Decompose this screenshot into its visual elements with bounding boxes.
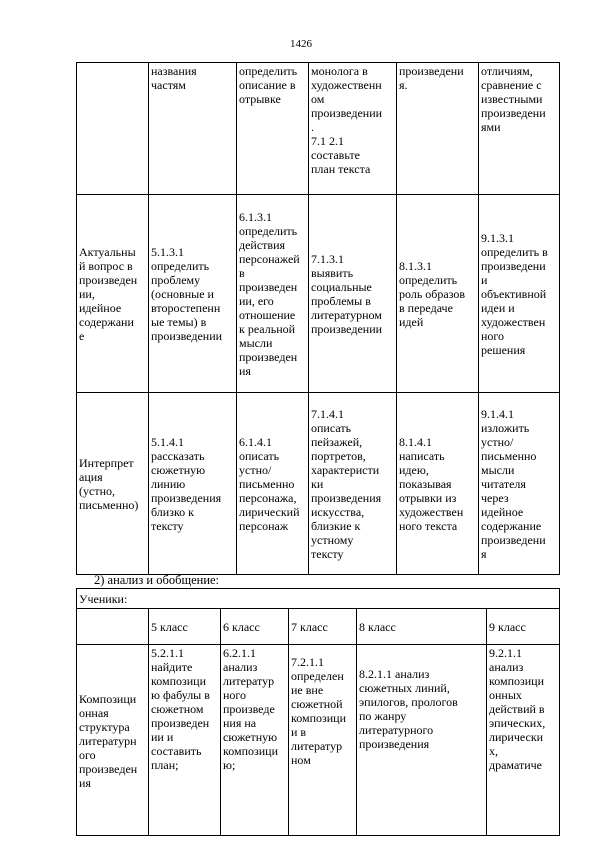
grade-6-cell: 6.1.4.1 описать устно/ письменно персонажа, лирический персонаж xyxy=(237,393,309,575)
grade-6-cell: 6.2.1.1 анализ литератур ного произведе ния на сюжетную композици ю; xyxy=(221,645,289,836)
grade-7-cell: монолога в художественн ом произведении . 7.1 2.1 составьте план текста xyxy=(309,63,397,195)
grade-6-cell: определить описание в отрывке xyxy=(237,63,309,195)
section-heading: 2) анализ и обобщение: xyxy=(94,573,220,587)
grade-9-cell: отличиям, сравнение с известными произведени ями xyxy=(479,63,560,195)
header-cell-empty xyxy=(77,609,149,645)
grade-6-cell: 6.1.3.1 определить действия персонажей в произведен ии, его отношение к реальной мысли произведен ия xyxy=(237,195,309,393)
header-grade-9: 9 класс xyxy=(487,609,560,645)
header-grade-5: 5 класс xyxy=(149,609,221,645)
page-number: 1426 xyxy=(290,38,312,50)
curriculum-table-interpretation xyxy=(76,62,560,575)
row-head-cell: Интерпрет ация (устно, письменно) xyxy=(77,393,149,575)
header-grade-8: 8 класс xyxy=(357,609,487,645)
row-head-cell: Композици онная структура литературн ого произведен ия xyxy=(77,645,149,836)
students-row xyxy=(77,589,560,609)
grade-9-cell: 9.1.3.1 определить в произведени и объективной идеи и художествен ного решения xyxy=(479,195,560,393)
row-head-cell xyxy=(77,63,149,195)
students-label: Ученики: xyxy=(77,589,560,609)
grade-5-cell: названия частям xyxy=(149,63,237,195)
grade-7-cell: 7.1.4.1 описать пейзажей, портретов, характеристи ки произведения искусства, близкие к устному тексту xyxy=(309,393,397,575)
curriculum-table-analysis xyxy=(76,588,560,836)
grade-5-cell: 5.1.4.1 рассказать сюжетную линию произведения близко к тексту xyxy=(149,393,237,575)
grade-header-row xyxy=(77,609,560,645)
grade-5-cell: 5.2.1.1 найдите композици ю фабулы в сюжетном произведен ии и составить план; xyxy=(149,645,221,836)
grade-8-cell: 8.2.1.1 анализ сюжетных линий, эпилогов, прологов по жанру литературного произведения xyxy=(357,645,487,836)
grade-8-cell: произведени я. xyxy=(397,63,479,195)
grade-9-cell: 9.1.4.1 изложить устно/ письменно мысли читателя через идейное содержание произведени я xyxy=(479,393,560,575)
grade-7-cell: 7.1.3.1 выявить социальные проблемы в литературном произведении xyxy=(309,195,397,393)
grade-5-cell: 5.1.3.1 определить проблему (основные и второстепенн ые темы) в произведении xyxy=(149,195,237,393)
table-row xyxy=(77,195,560,393)
row-head-cell: Актуальны й вопрос в произведен ии, идейное содержани е xyxy=(77,195,149,393)
table-row xyxy=(77,645,560,836)
table-row xyxy=(77,393,560,575)
grade-8-cell: 8.1.3.1 определить роль образов в передаче идей xyxy=(397,195,479,393)
table-row xyxy=(77,63,560,195)
header-grade-6: 6 класс xyxy=(221,609,289,645)
grade-7-cell: 7.2.1.1 определен ие вне сюжетной композици и в литератур ном xyxy=(289,645,357,836)
header-grade-7: 7 класс xyxy=(289,609,357,645)
grade-8-cell: 8.1.4.1 написать идею, показывая отрывки из художествен ного текста xyxy=(397,393,479,575)
grade-9-cell: 9.2.1.1 анализ композици онных действий в эпических, лирически х, драматиче xyxy=(487,645,560,836)
